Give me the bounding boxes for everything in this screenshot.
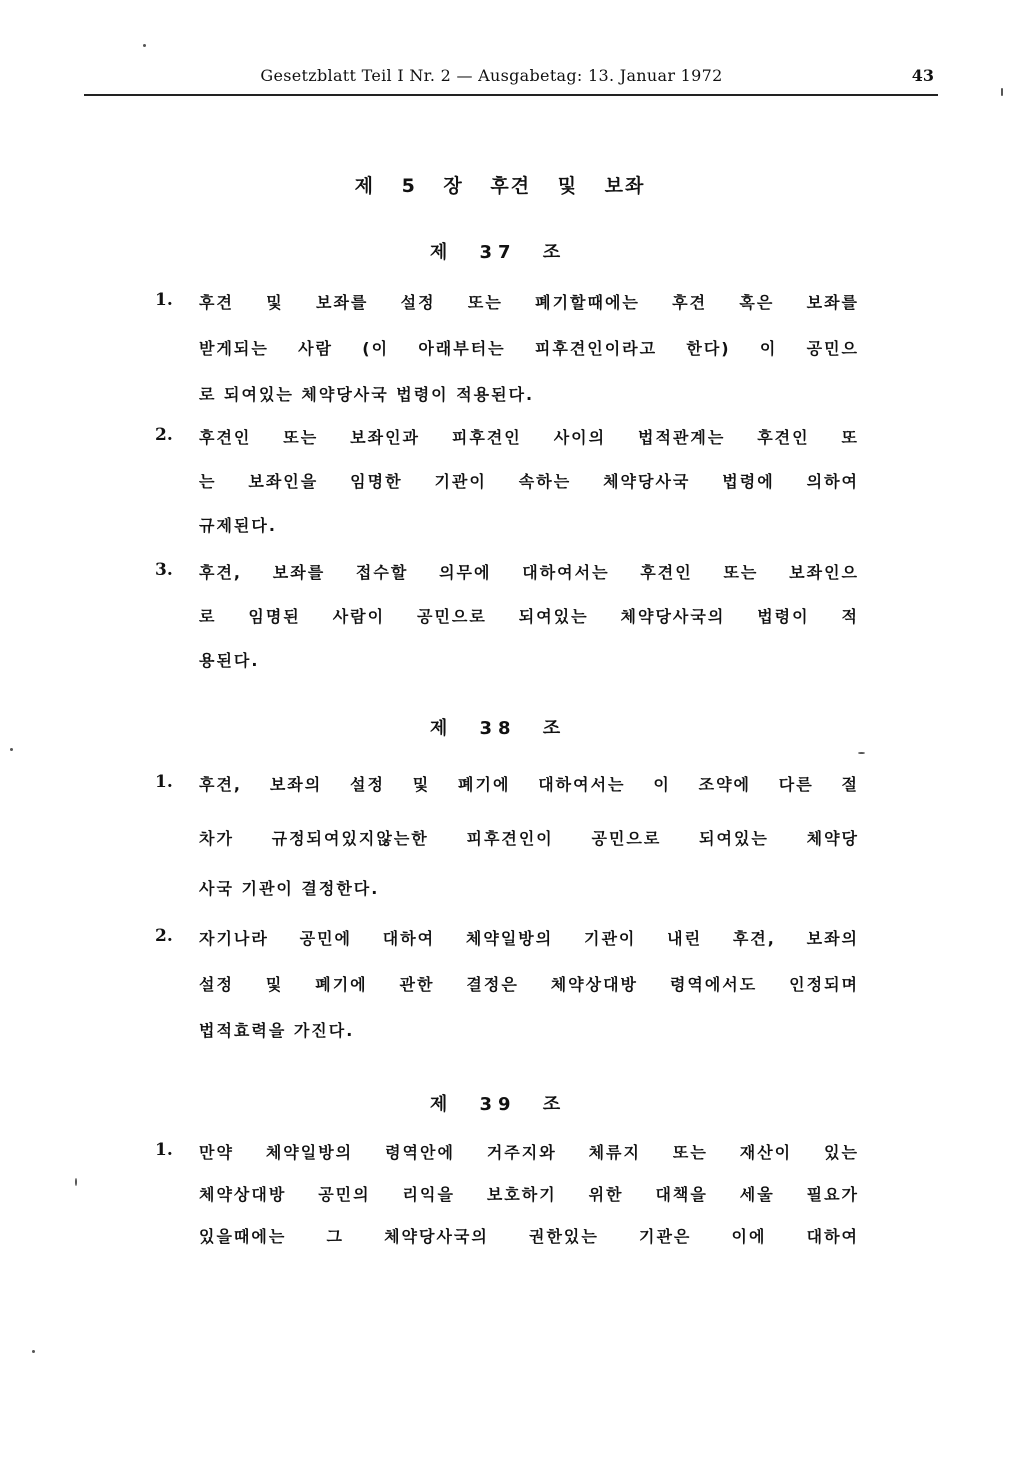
- paragraph-number: 1.: [155, 290, 173, 310]
- paragraph-line: 후견, 보좌의 설정 및 폐기에 대하여서는 이 조약에 다른 절: [199, 775, 859, 794]
- paragraph-line: 설정 및 폐기에 관한 결정은 체약상대방 령역에서도 인정되며: [199, 975, 859, 994]
- article-title: 제 37 조: [429, 242, 567, 263]
- scan-speck: [1001, 88, 1003, 96]
- chapter-title: 제 5 장 후견 및 보좌: [354, 175, 646, 197]
- paragraph-line: 법적효력을 가진다.: [199, 1021, 355, 1040]
- scan-speck: [75, 1178, 77, 1186]
- article-title: 제 38 조: [429, 718, 567, 739]
- paragraph-line: 로 되여있는 체약당사국 법령이 적용된다.: [199, 385, 535, 404]
- paragraph-line: 받게되는 사람 (이 아래부터는 피후견인이라고 한다) 이 공민으: [199, 339, 859, 358]
- paragraph-line: 후견인 또는 보좌인과 피후견인 사이의 법적관계는 후견인 또: [199, 428, 859, 447]
- paragraph-line: 후견, 보좌를 접수할 의무에 대하여서는 후견인 또는 보좌인으: [199, 563, 859, 582]
- scan-speck: [10, 748, 13, 751]
- paragraph-line: 는 보좌인을 임명한 기관이 속하는 체약당사국 법령에 의하여: [199, 472, 859, 491]
- scan-speck: [32, 1350, 35, 1353]
- scan-speck: [143, 44, 146, 47]
- header-title: Gesetzblatt Teil I Nr. 2 — Ausgabetag: 13. Januar 1972: [260, 66, 723, 85]
- paragraph-line: 만약 체약일방의 령역안에 거주지와 체류지 또는 재산이 있는: [199, 1143, 859, 1162]
- paragraph-line: 자기나라 공민에 대하여 체약일방의 기관이 내린 후견, 보좌의: [199, 929, 859, 948]
- paragraph-line: 차가 규정되여있지않는한 피후견인이 공민으로 되여있는 체약당: [199, 829, 859, 848]
- paragraph-number: 2.: [155, 926, 173, 946]
- paragraph-line: 있을때에는 그 체약당사국의 권한있는 기관은 이에 대하여: [199, 1227, 859, 1246]
- paragraph-line: 규제된다.: [199, 516, 277, 535]
- scan-speck: [858, 752, 865, 754]
- paragraph-line: 후견 및 보좌를 설정 또는 폐기할때에는 후견 혹은 보좌를: [199, 293, 859, 312]
- paragraph-number: 3.: [155, 560, 173, 580]
- paragraph-line: 사국 기관이 결정한다.: [199, 879, 380, 898]
- page-header: [84, 66, 938, 96]
- article-title: 제 39 조: [429, 1094, 567, 1115]
- paragraph-number: 1.: [155, 772, 173, 792]
- paragraph-number: 2.: [155, 425, 173, 445]
- paragraph-line: 로 임명된 사람이 공민으로 되여있는 체약당사국의 법령이 적: [199, 607, 859, 626]
- paragraph-number: 1.: [155, 1140, 173, 1160]
- paragraph-line: 체약상대방 공민의 리익을 보호하기 위한 대책을 세울 필요가: [199, 1185, 859, 1204]
- paragraph-line: 용된다.: [199, 651, 260, 670]
- page-number: 43: [911, 66, 934, 85]
